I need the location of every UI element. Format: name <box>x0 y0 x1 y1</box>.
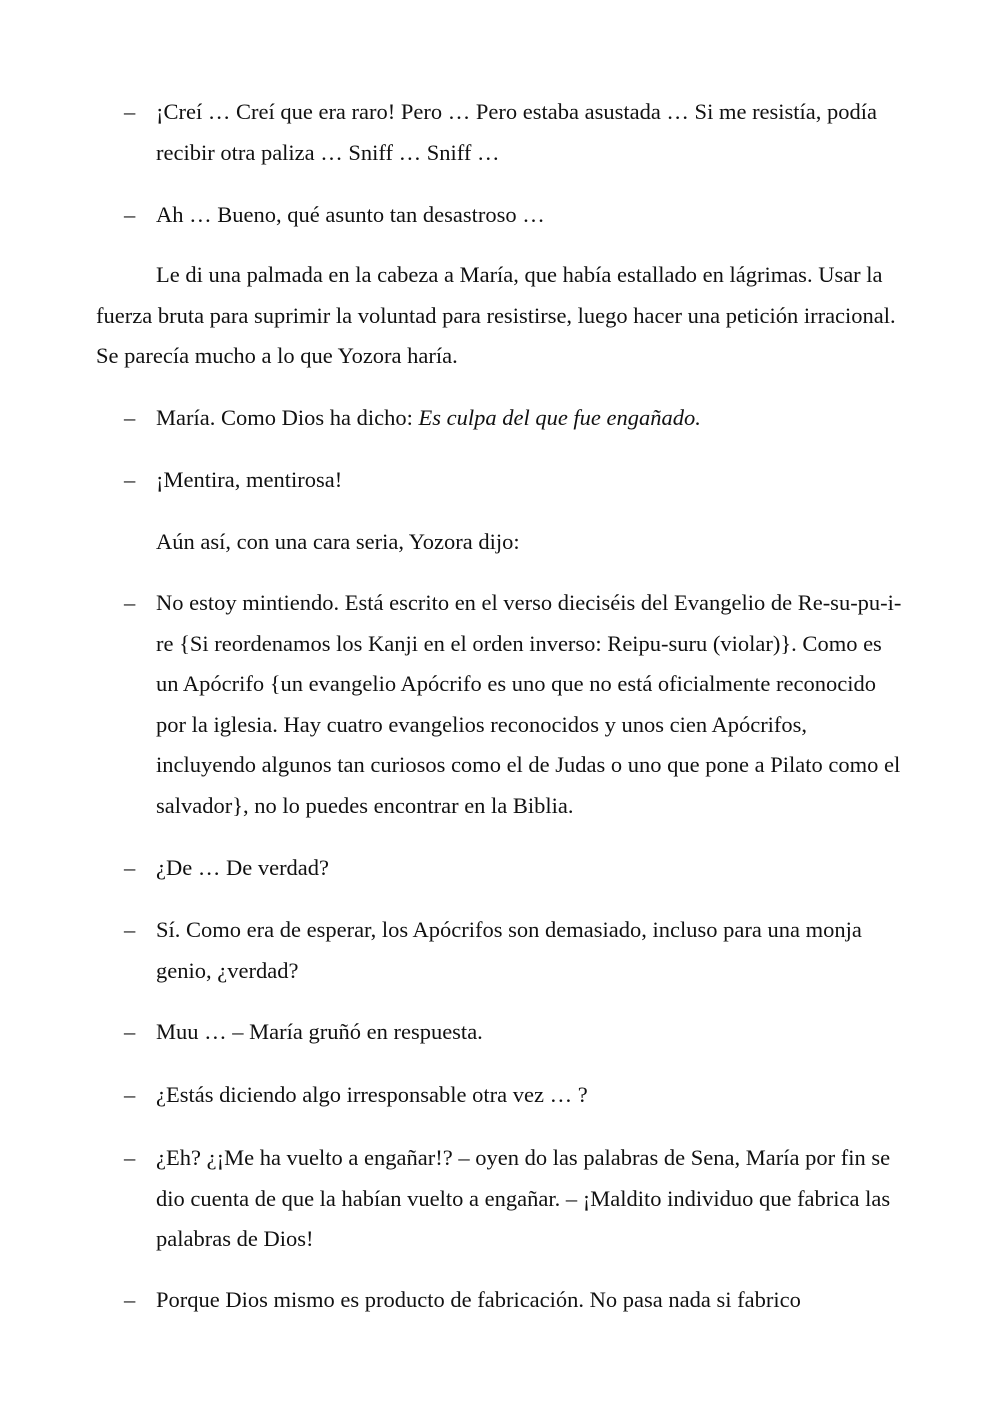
dialogue-paragraph-6 <box>96 848 906 889</box>
dialogue-paragraph-5 <box>96 583 906 826</box>
narration-paragraph-2 <box>96 522 906 563</box>
dialogue-dash: – <box>124 855 136 880</box>
dialogue-text: ¡Mentira, mentirosa! <box>156 467 343 492</box>
dialogue-dash: – <box>124 202 136 227</box>
dialogue-dash: – <box>124 467 136 492</box>
dialogue-paragraph-11 <box>96 1280 906 1321</box>
dialogue-paragraph-10 <box>96 1138 906 1260</box>
dialogue-text: María. Como Dios ha dicho: <box>156 405 419 430</box>
dialogue-paragraph-3 <box>96 398 906 439</box>
dialogue-text: Ah … Bueno, qué asunto tan desastroso … <box>156 202 545 227</box>
dialogue-dash: – <box>124 405 136 430</box>
dialogue-italic-quote: Es culpa del que fue engañado. <box>418 405 701 430</box>
narration-text: Aún así, con una cara seria, Yozora dijo: <box>156 529 520 554</box>
dialogue-text: Sí. Como era de esperar, los Apócrifos son demasiado, incluso para una monja genio, ¿verdad? <box>156 917 862 983</box>
dialogue-text: ¿De … De verdad? <box>156 855 330 880</box>
dialogue-text: ¿Estás diciendo algo irresponsable otra vez … ? <box>156 1082 588 1107</box>
dialogue-dash: – <box>124 917 136 942</box>
dialogue-paragraph-4 <box>96 460 906 501</box>
dialogue-text: ¡Creí … Creí que era raro! Pero … Pero estaba asustada … Si me resistía, podía recibir otra paliza … Sniff … Sniff … <box>156 99 878 165</box>
dialogue-dash: – <box>124 1145 136 1170</box>
dialogue-paragraph-7 <box>96 910 906 991</box>
dialogue-paragraph-2 <box>96 195 906 236</box>
dialogue-text: Porque Dios mismo es producto de fabricación. No pasa nada si fabrico <box>156 1287 801 1312</box>
dialogue-dash: – <box>124 1287 136 1312</box>
narration-paragraph-1 <box>96 255 906 377</box>
narration-text: Le di una palmada en la cabeza a María, que había estallado en lágrimas. Usar la fuerza bruta para suprimir la voluntad para resistirse, luego hacer una petición irracional. Se parecía mucho a lo que Yozora haría. <box>96 262 896 368</box>
dialogue-dash: – <box>124 1019 136 1044</box>
dialogue-paragraph-9 <box>96 1075 906 1116</box>
dialogue-text: No estoy mintiendo. Está escrito en el verso dieciséis del Evangelio de Re-su-pu-i-re {Si reordenamos los Kanji en el orden inverso: Reipu-suru (violar)}. Como es un Apócrifo {un evangelio Apócrifo es uno que no está oficialmente reconocido por la iglesia. Hay cuatro evangelios reconocidos y unos cien Apócrifos, incluyendo algunos tan curiosos como el de Judas o uno que pone a Pilato como el salvador}, no lo puedes encontrar en la Biblia. <box>156 590 902 818</box>
dialogue-text: Muu … – María gruñó en respuesta. <box>156 1019 483 1044</box>
dialogue-dash: – <box>124 99 136 124</box>
dialogue-dash: – <box>124 1082 136 1107</box>
dialogue-text: ¿Eh? ¿¡Me ha vuelto a engañar!? – oyen do las palabras de Sena, María por fin se dio cuenta de que la habían vuelto a engañar. – ¡Maldito individuo que fabrica las palabras de Dios! <box>156 1145 891 1251</box>
dialogue-paragraph-1 <box>96 92 906 173</box>
dialogue-paragraph-8 <box>96 1012 906 1053</box>
dialogue-dash: – <box>124 590 136 615</box>
